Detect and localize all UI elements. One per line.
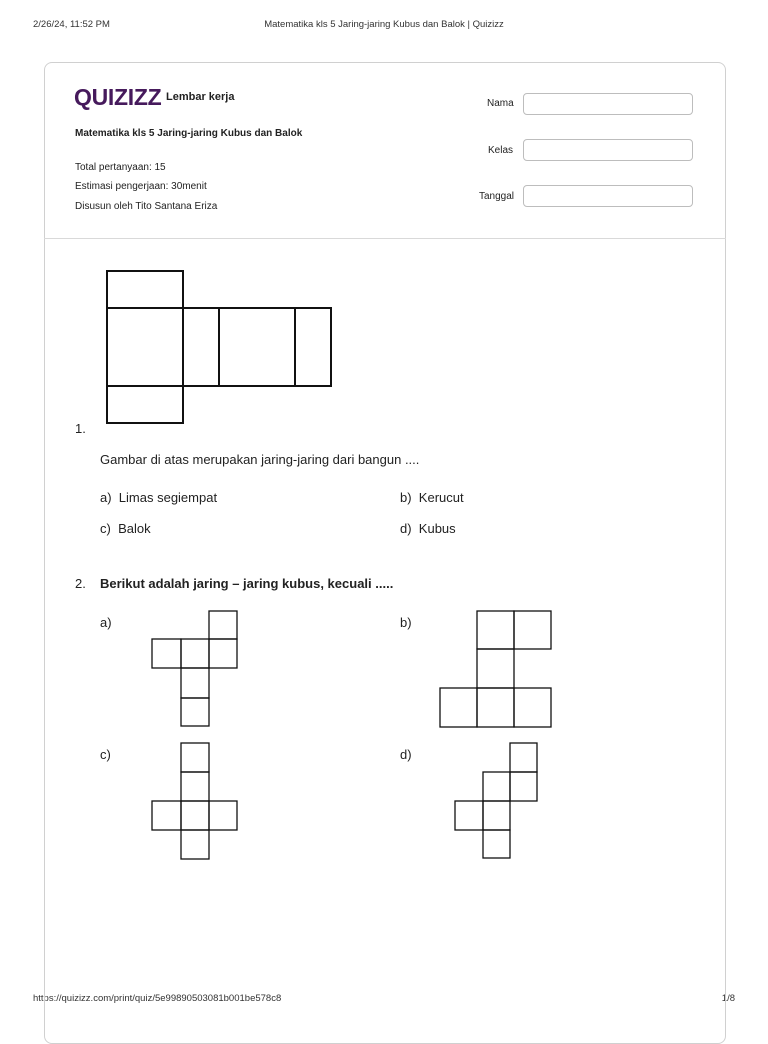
option-letter: b) [400, 490, 412, 505]
author: Disusun oleh Tito Santana Eriza [75, 201, 218, 212]
net-face [477, 649, 514, 688]
q2-option-d-letter[interactable]: d) [400, 747, 412, 762]
question-1-number: 1. [75, 421, 86, 436]
print-url: https://quizizz.com/print/quiz/5e99890503081b001be578c8 [33, 993, 282, 1004]
option-text: Kubus [418, 521, 456, 536]
date-field[interactable] [523, 185, 693, 207]
q2-option-b-letter[interactable]: b) [400, 615, 412, 630]
q1-option-b[interactable] [400, 490, 464, 505]
net-face [209, 801, 237, 830]
net-face [107, 308, 183, 386]
print-page-number: 1/8 [721, 993, 735, 1004]
q2-option-c-net [148, 739, 242, 863]
net-face [181, 698, 209, 726]
net-face [483, 772, 510, 801]
net-face [219, 308, 295, 386]
class-label: Kelas [488, 145, 514, 156]
net-face [477, 688, 514, 727]
net-face [152, 639, 181, 668]
q2-option-c-letter[interactable]: c) [100, 747, 111, 762]
q2-option-b-net [436, 606, 556, 732]
print-datetime: 2/26/24, 11:52 PM [33, 19, 110, 30]
net-face [483, 830, 510, 858]
option-text: Kerucut [418, 490, 464, 505]
question-2-number: 2. [75, 576, 86, 591]
net-face [181, 639, 209, 668]
net-face [209, 611, 237, 639]
class-field[interactable] [523, 139, 693, 161]
q1-option-c[interactable] [100, 521, 151, 536]
name-field[interactable] [523, 93, 693, 115]
net-face [181, 801, 209, 830]
net-face [181, 830, 209, 859]
date-label: Tanggal [479, 191, 515, 202]
q2-option-a-net [148, 606, 242, 730]
q1-option-d[interactable] [400, 521, 456, 536]
net-face [510, 743, 537, 772]
option-text: Limas segiempat [118, 490, 218, 505]
quizizz-logo: QUIZIZZ [74, 84, 162, 110]
net-face [514, 611, 551, 649]
name-label: Nama [487, 98, 514, 109]
net-face [181, 743, 209, 772]
option-letter: a) [100, 490, 112, 505]
option-text: Balok [118, 521, 151, 536]
net-face [440, 688, 477, 727]
net-face [295, 308, 331, 386]
worksheet-title: Matematika kls 5 Jaring-jaring Kubus dan Balok [75, 128, 303, 139]
net-face [455, 801, 483, 830]
option-letter: d) [400, 521, 412, 536]
net-face [477, 611, 514, 649]
net-face [183, 308, 219, 386]
question-1-cuboid-net [100, 264, 340, 430]
question-2-text: Berikut adalah jaring – jaring kubus, kecuali ..... [100, 576, 394, 591]
header-divider [44, 238, 726, 239]
q2-option-a-letter[interactable]: a) [100, 615, 112, 630]
net-face [152, 801, 181, 830]
net-face [514, 688, 551, 727]
net-face [510, 772, 537, 801]
q2-option-d-net [451, 739, 542, 863]
net-face [209, 639, 237, 668]
estimated-time: Estimasi pengerjaan: 30menit [75, 181, 207, 192]
net-face [181, 772, 209, 801]
net-face [107, 271, 183, 308]
question-1-text: Gambar di atas merupakan jaring-jaring dari bangun .... [100, 452, 420, 467]
net-face [483, 801, 510, 830]
worksheet-type-label: Lembar kerja [166, 91, 235, 103]
option-letter: c) [100, 521, 111, 536]
total-questions: Total pertanyaan: 15 [75, 162, 166, 173]
print-page-title: Matematika kls 5 Jaring-jaring Kubus dan Balok | Quizizz [264, 19, 504, 30]
q1-option-a[interactable] [100, 490, 217, 505]
net-face [107, 386, 183, 423]
net-face [181, 668, 209, 698]
